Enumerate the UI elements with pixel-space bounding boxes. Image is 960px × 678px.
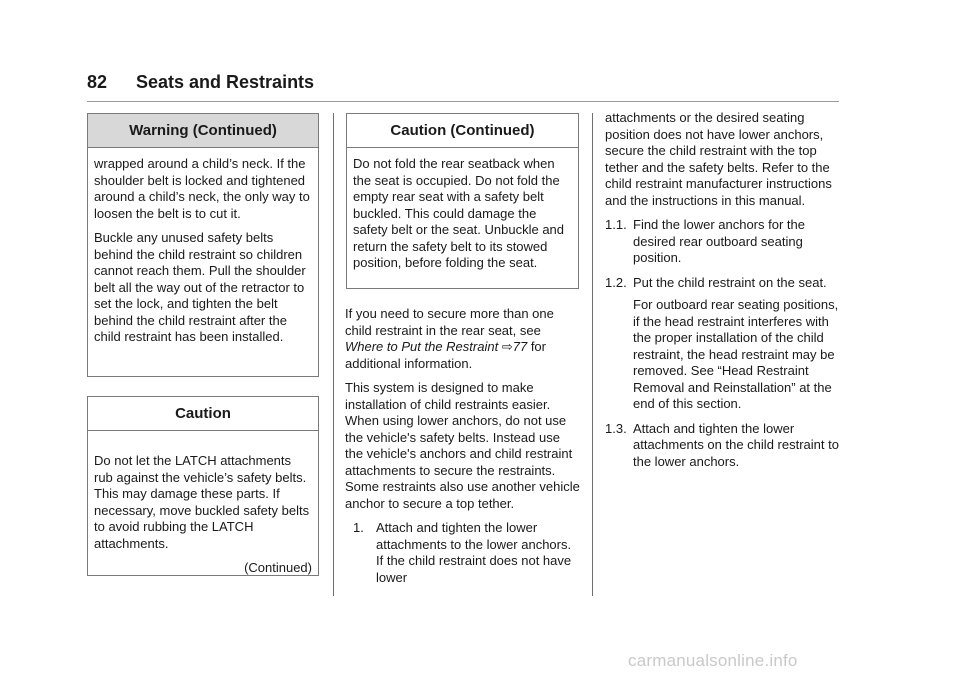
caution-box-body [88, 431, 318, 585]
caution-box [87, 396, 319, 576]
step-text: Find the lower anchors for the desired rear outboard seating position. [633, 217, 805, 265]
right-column-text [605, 110, 841, 478]
column-divider-right [592, 113, 593, 596]
system-paragraph: This system is designed to make installation of child restraints easier. When using lower anchors, do not use the vehicle's safety belts. Instead use the vehicle's anchors and child restraint attachments to secure the restraints. Some restraints also use another vehicle anchor to secure a top tether. [345, 380, 580, 511]
step-1-3 [605, 421, 841, 471]
page-ref-icon: ⇨ [501, 339, 513, 354]
step-number: 1. [353, 520, 364, 535]
watermark: carmanualsonline.info [628, 651, 798, 670]
middle-column-text [345, 306, 581, 594]
column-divider-left [333, 113, 334, 596]
caution-continued-box [346, 113, 579, 289]
warning-paragraph: wrapped around a child’s neck. If the shoulder belt is locked and tightened around a child’s neck, the only way to loosen the belt is to cut it. [94, 156, 310, 221]
step-1-2-note: For outboard rear seating positions, if the head restraint interferes with the proper installation of the child restraint, the head restraint may be removed. See “Head Restraint Removal and Reinstallation” at the end of this section. [633, 297, 839, 411]
caution-continued-title: Caution (Continued) [347, 114, 578, 148]
step-text: Attach and tighten the lower attachments on the child restraint to the lower anchors. [633, 420, 839, 469]
where-to-put-restraint-link[interactable]: Where to Put the Restraint [345, 339, 499, 354]
step-1 [345, 520, 581, 586]
step-1-2 [605, 275, 841, 292]
step-number: 1.2. [605, 274, 627, 290]
page-number: 82 [87, 72, 108, 92]
caution-paragraph: Do not let the LATCH attachments rub against the vehicle’s safety belts. This may damage these parts. If necessary, move buckled safety belts to avoid rubbing the LATCH attachments. [94, 453, 310, 551]
page-header [87, 68, 839, 102]
section-title: Seats and Restraints [136, 72, 315, 92]
step-number: 1.1. [605, 217, 627, 232]
page-ref[interactable]: 77 [512, 339, 528, 354]
step-number: 1.3. [605, 420, 627, 436]
intro-paragraph: If you need to secure more than one child restraint in the rear seat, see Where to Put the Restraint ⇨77 for additional information. [345, 306, 554, 371]
caution-continued-body [347, 148, 578, 280]
step-1-1 [605, 217, 841, 267]
step-text: Put the child restraint on the seat. [633, 274, 827, 290]
warning-box-title: Warning (Continued) [88, 114, 318, 148]
warning-paragraph: Buckle any unused safety belts behind the child restraint so children cannot reach them. Pull the shoulder belt all the way out of the retractor to set the lock, and tighten the belt behind the child restraint after the child restraint has been installed. [94, 230, 306, 344]
step-text: Attach and tighten the lower attachments to the lower anchors. If the child restraint does not have lower [376, 520, 572, 585]
continuation-paragraph: attachments or the desired seating position does not have lower anchors, secure the child restraint with the top tether and the safety belts. Refer to the child restraint manufacturer instructions and the instructions in this manual. [605, 110, 832, 208]
continued-label: (Continued) [244, 560, 312, 575]
caution-continued-paragraph: Do not fold the rear seatback when the seat is occupied. Do not fold the empty rear seat with a safety belt buckled. This could damage the safety belt or the seat. Unbuckle and return the safety belt to its stowed position, before folding the seat. [353, 156, 565, 270]
warning-box-body [88, 148, 318, 354]
warning-box [87, 113, 319, 377]
caution-box-title: Caution [88, 397, 318, 431]
